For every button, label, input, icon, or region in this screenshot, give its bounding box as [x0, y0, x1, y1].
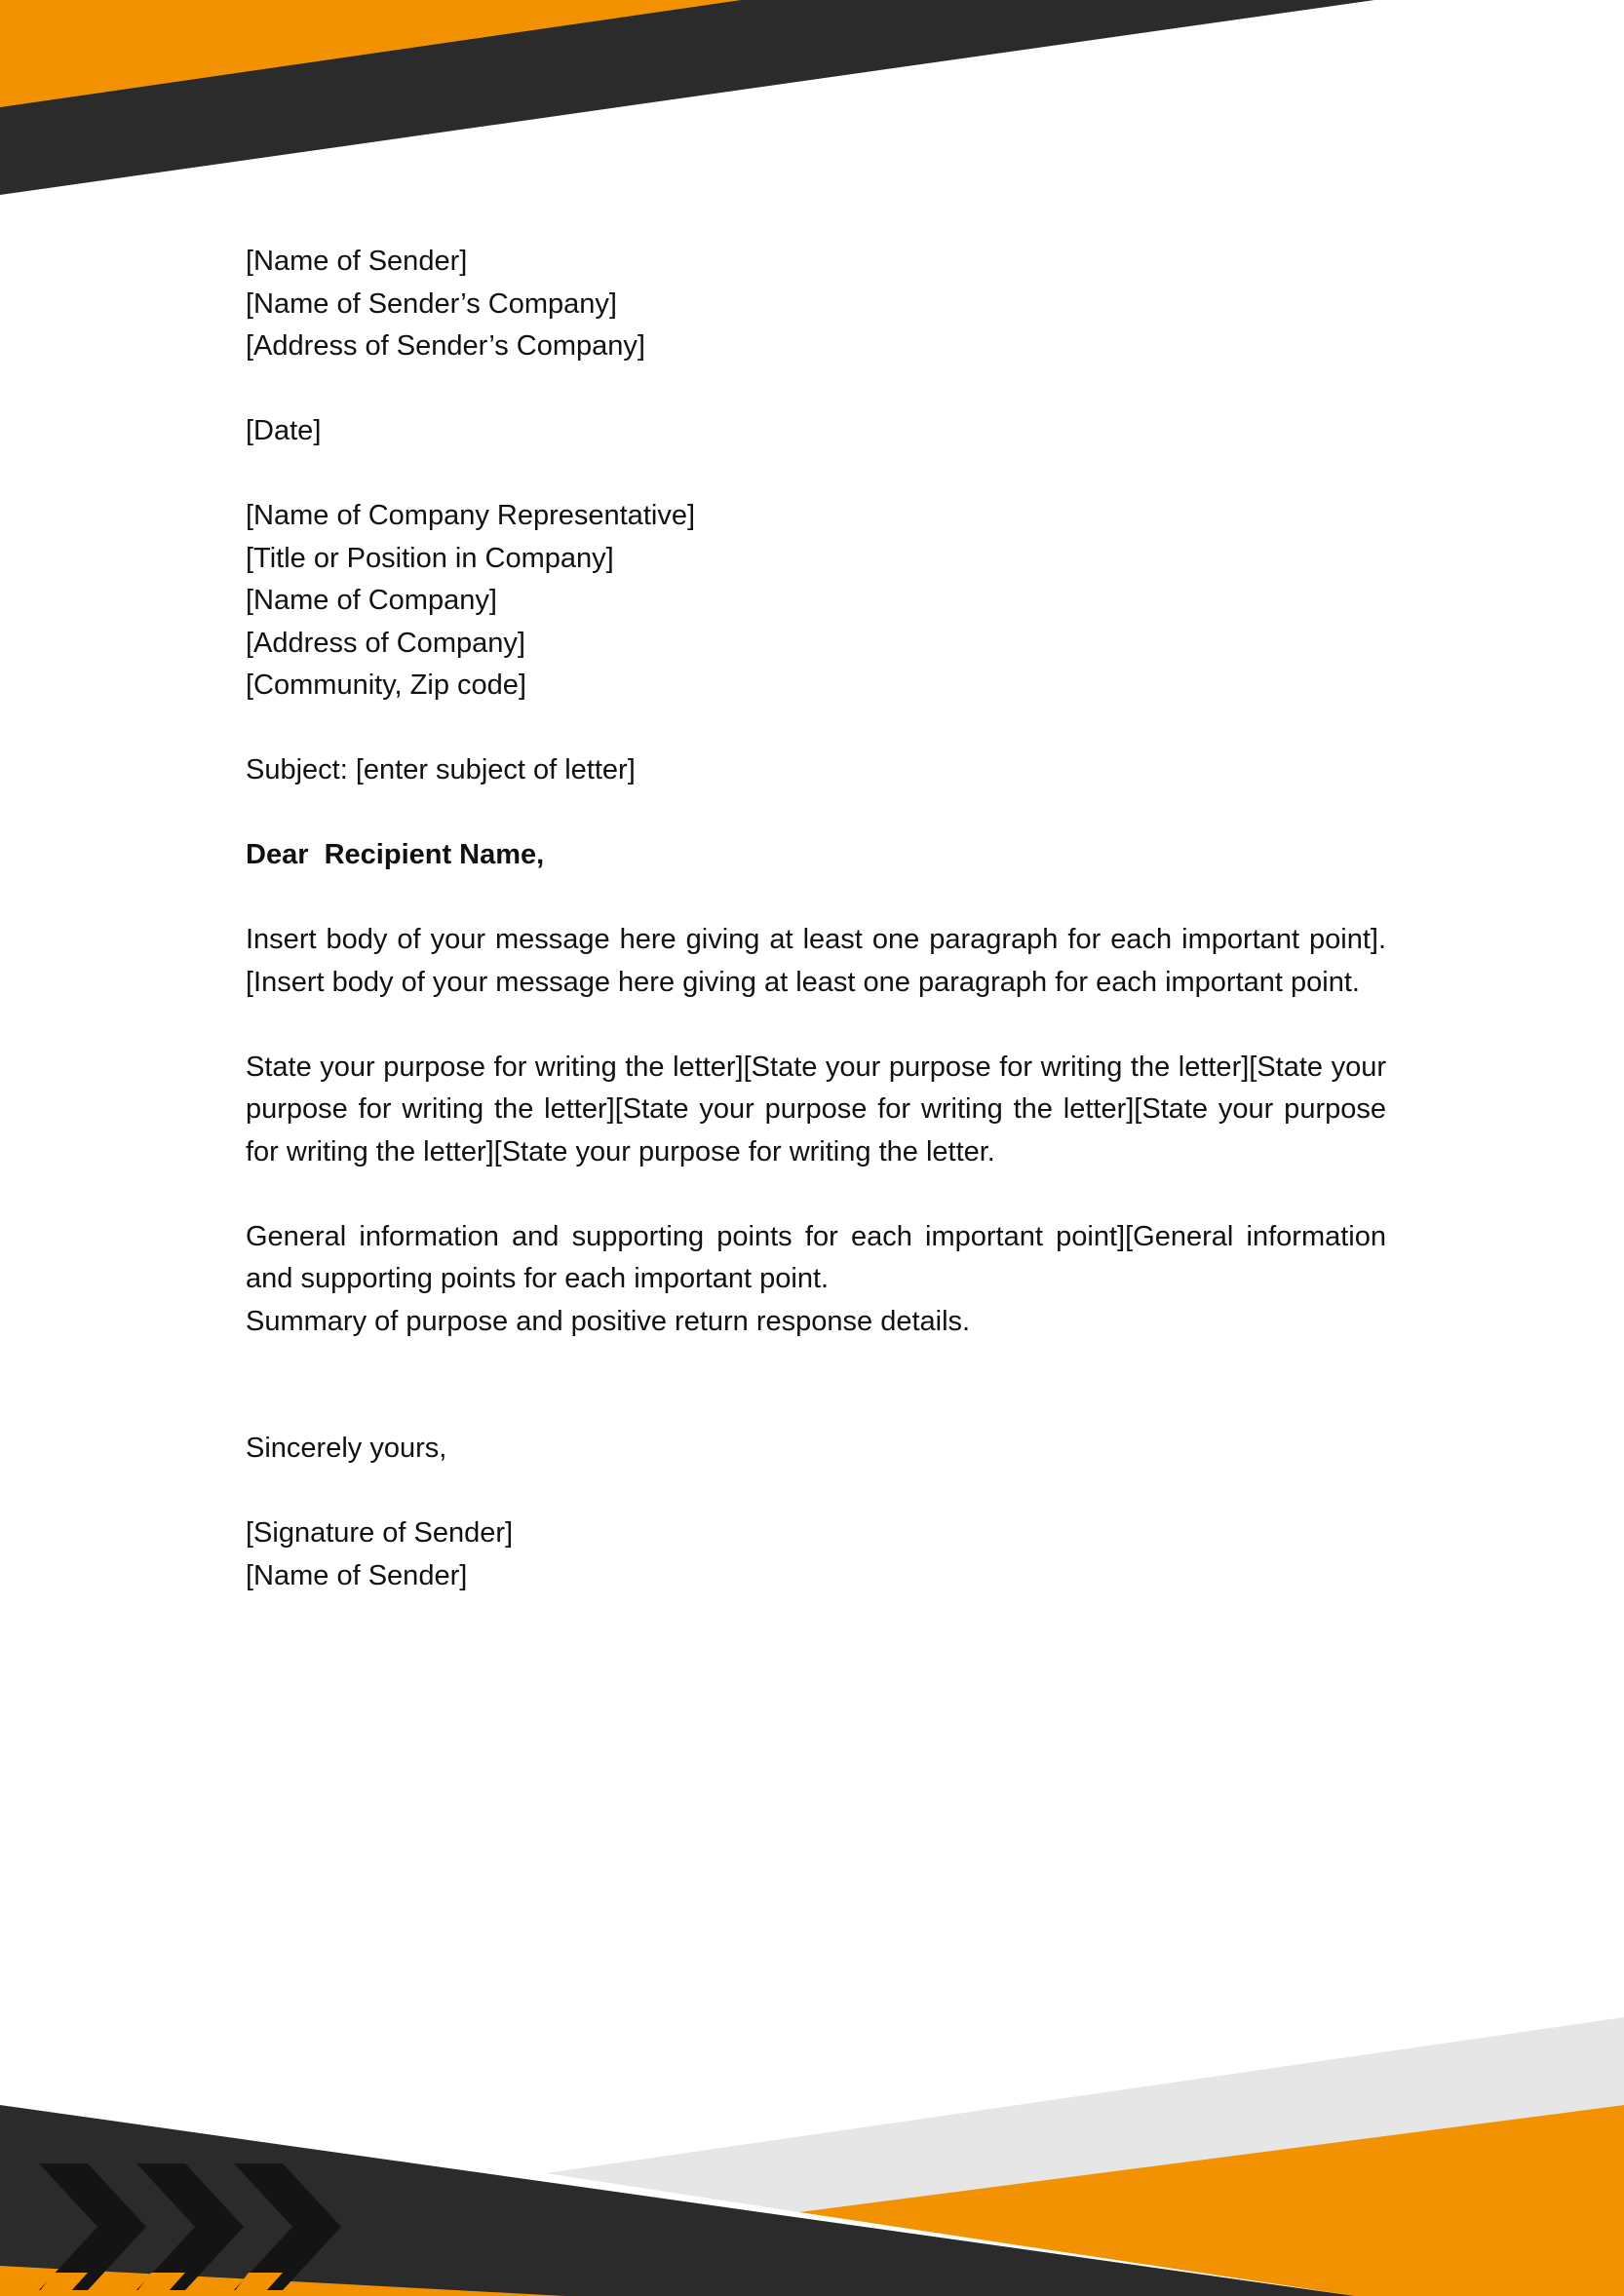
- sender-block: [246, 241, 1386, 368]
- letter-date: [Date]: [246, 415, 322, 446]
- signature-line: [Signature of Sender]: [246, 1517, 514, 1549]
- recipient-address: [Address of Company]: [246, 627, 525, 659]
- recipient-company: [Name of Company]: [246, 585, 497, 616]
- recipient-community-zip: [Community, Zip code]: [246, 670, 526, 701]
- closing: Sincerely yours,: [246, 1433, 447, 1464]
- body-paragraph-4: Summary of purpose and positive return response details.: [246, 1305, 971, 1337]
- sender-company: [Name of Sender’s Company]: [246, 287, 617, 320]
- header-decoration: [0, 0, 1624, 205]
- signature-name: [Name of Sender]: [246, 1559, 468, 1591]
- body-paragraph-1: Insert body of your message here giving at least one paragraph for each important point].[Insert body of your message here giving at least one paragraph for each important point.: [246, 924, 1386, 998]
- body-paragraph-2: State your purpose for writing the letter][State your purpose for writing the letter][State your purpose for writing the letter][State your purpose for writing the letter][State your purpose for writing the letter][State your purpose for writing the letter.: [246, 1051, 1386, 1167]
- recipient-title: [Title or Position in Company]: [246, 542, 614, 574]
- body-paragraph-3: General information and supporting points for each important point][General information and supporting points for each important point.: [246, 1220, 1386, 1294]
- footer-decoration: [0, 2017, 1624, 2296]
- recipient-block: [246, 495, 1386, 708]
- letter-subject: Subject: [enter subject of letter]: [246, 754, 636, 785]
- recipient-representative: [Name of Company Representative]: [246, 500, 695, 531]
- salutation: Dear Recipient Name,: [246, 839, 545, 870]
- sender-address: [Address of Sender’s Company]: [246, 330, 645, 362]
- letter-body: [246, 241, 1386, 1597]
- sender-name: [Name of Sender]: [246, 246, 468, 277]
